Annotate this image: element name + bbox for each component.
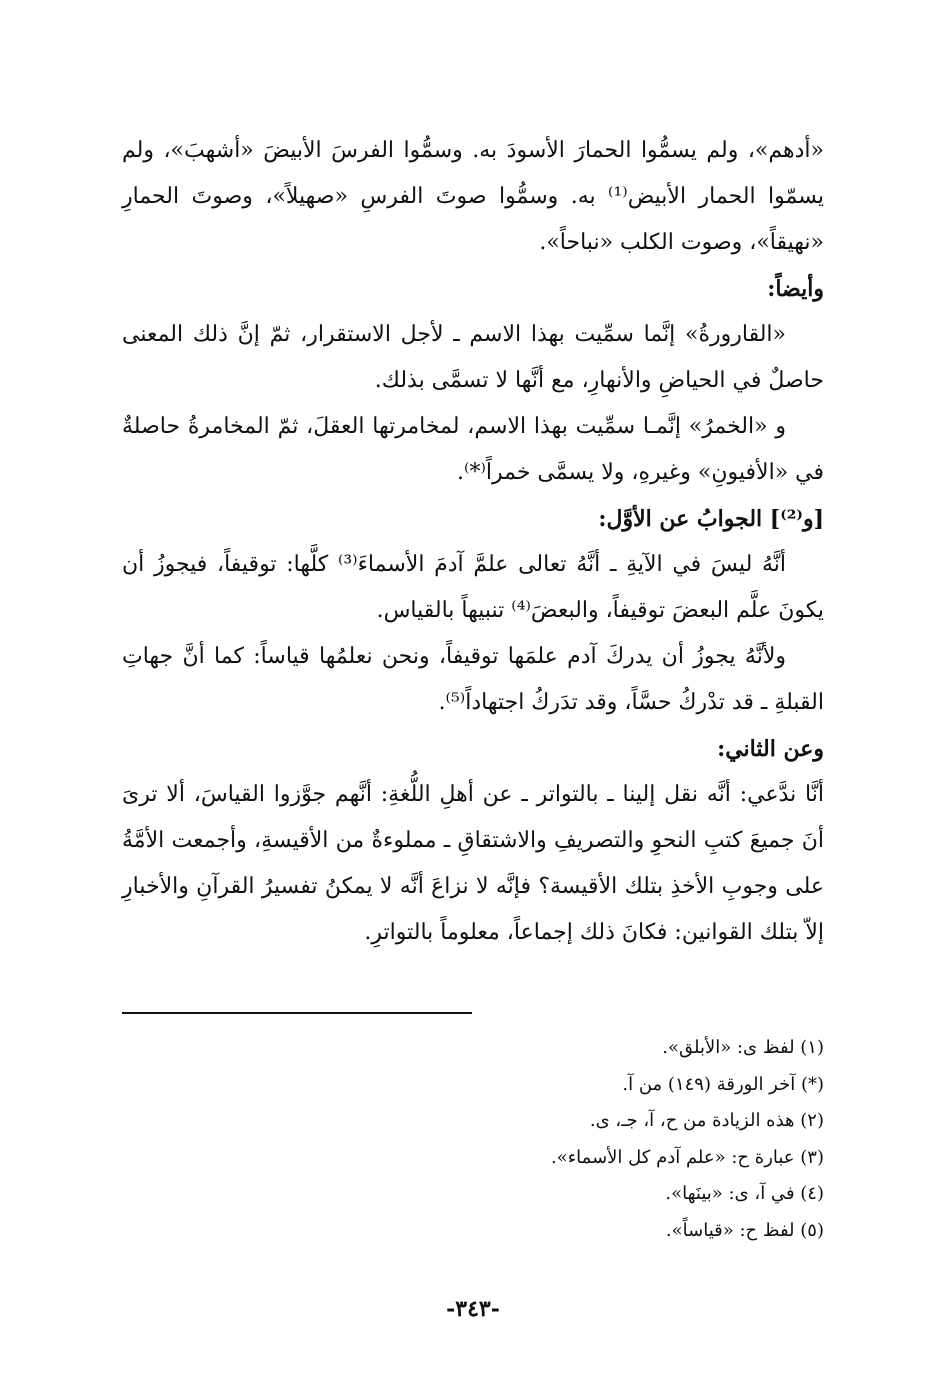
paragraph-3: و «الخمرُ» إنَّمـا سمِّيت بهذا الاسم، لمخامرتها العقلَ، ثمّ المخامرةُ حاصلةٌ في «الأفيونِ» وغيرهِ، ولا يسمَّى خمراً⁽*⁾. bbox=[122, 414, 824, 485]
book-page bbox=[122, 128, 824, 1357]
footnotes bbox=[122, 1030, 824, 1249]
footnote-star: (*) آخر الورقة (١٤٩) من آ. bbox=[622, 1073, 824, 1095]
paragraph-1: «أدهم»، ولم يسمُّوا الحمارَ الأسودَ به. وسمُّوا الفرسَ الأبيضَ «أشهبَ»، ولم يسمّوا الحمار الأبيض⁽¹⁾ به. وسمُّوا صوتَ الفرسِ «صهيلاً»، وصوتَ الحمارِ «نهيقاً»، وصوت الكلب «نباحاً». bbox=[122, 138, 824, 255]
paragraph-6: أنَّا ندَّعي: أنَّه نقل إلينا ـ بالتواتر ـ عن أهلِ اللُّغةِ: أنَّهم جوَّزوا القياسَ، ألا ترىَ أنَ جميعَ كتبِ النحوِ والتصريفِ والاشتقاقِ ـ مملوءةٌ من الأقيسةِ، وأجمعت الأمَّةُ على وجوبِ الأخذِ بتلك الأقيسة؟ فإنَّه لا نزاعَ أنَّه لا يمكنُ تفسيرُ القرآنِ والأخبارِ إلاّ بتلك القوانين: فكانَ ذلك إجماعاً، معلوماً بالتواترِ. bbox=[122, 782, 824, 945]
paragraph-5: ولأنَّهُ يجوزُ أن يدركَ آدم علمَها توقيفاً، ونحن نعلمُها قياساً: كما أنَّ جهاتِ القبلةِ ـ قد تدْركُ حسَّاً، وقد تدَركُ اجتهاداً⁽⁵⁾. bbox=[122, 644, 824, 715]
footnote-1: (١) لفظ ى: «الأبلق». bbox=[662, 1037, 824, 1058]
main-text bbox=[122, 128, 824, 956]
heading-answer-second: وعن الثاني: bbox=[717, 736, 824, 762]
heading-ayadan: وأيضاً: bbox=[767, 276, 824, 302]
footnote-divider bbox=[122, 1012, 472, 1014]
heading-answer-first: [و⁽²⁾] الجوابُ عن الأوَّل: bbox=[598, 506, 824, 532]
paragraph-4: أنَّهُ ليسَ في الآيةِ ـ أنَّهُ تعالى علمَّ آدمَ الأسماءَ⁽³⁾ كلَّها: توقيفاً، فيجوزُ أن يكونَ علَّم البعضَ توقيفاً، والبعضَ⁽⁴⁾ تنبيهاً بالقياس. bbox=[122, 552, 824, 623]
footnote-4: (٤) في آ، ى: «بينَها». bbox=[665, 1183, 824, 1204]
paragraph-2: «القارورةُ» إنَّما سمِّيت بهذا الاسم ـ لأجل الاستقرار، ثمّ إنَّ ذلك المعنى حاصلٌ في الحياضِ والأنهارِ، مع أنَّها لا تسمَّى بذلك. bbox=[122, 322, 824, 393]
footnote-2: (٢) هذه الزيادة من ح، آ، جـ، ى. bbox=[589, 1110, 824, 1131]
page-number: -٣٤٣- bbox=[446, 1296, 500, 1322]
footnote-3: (٣) عبارة ح: «علم آدم كل الأسماء». bbox=[550, 1146, 824, 1168]
footnote-5: (٥) لفظ ح: «قياساً». bbox=[665, 1219, 824, 1241]
